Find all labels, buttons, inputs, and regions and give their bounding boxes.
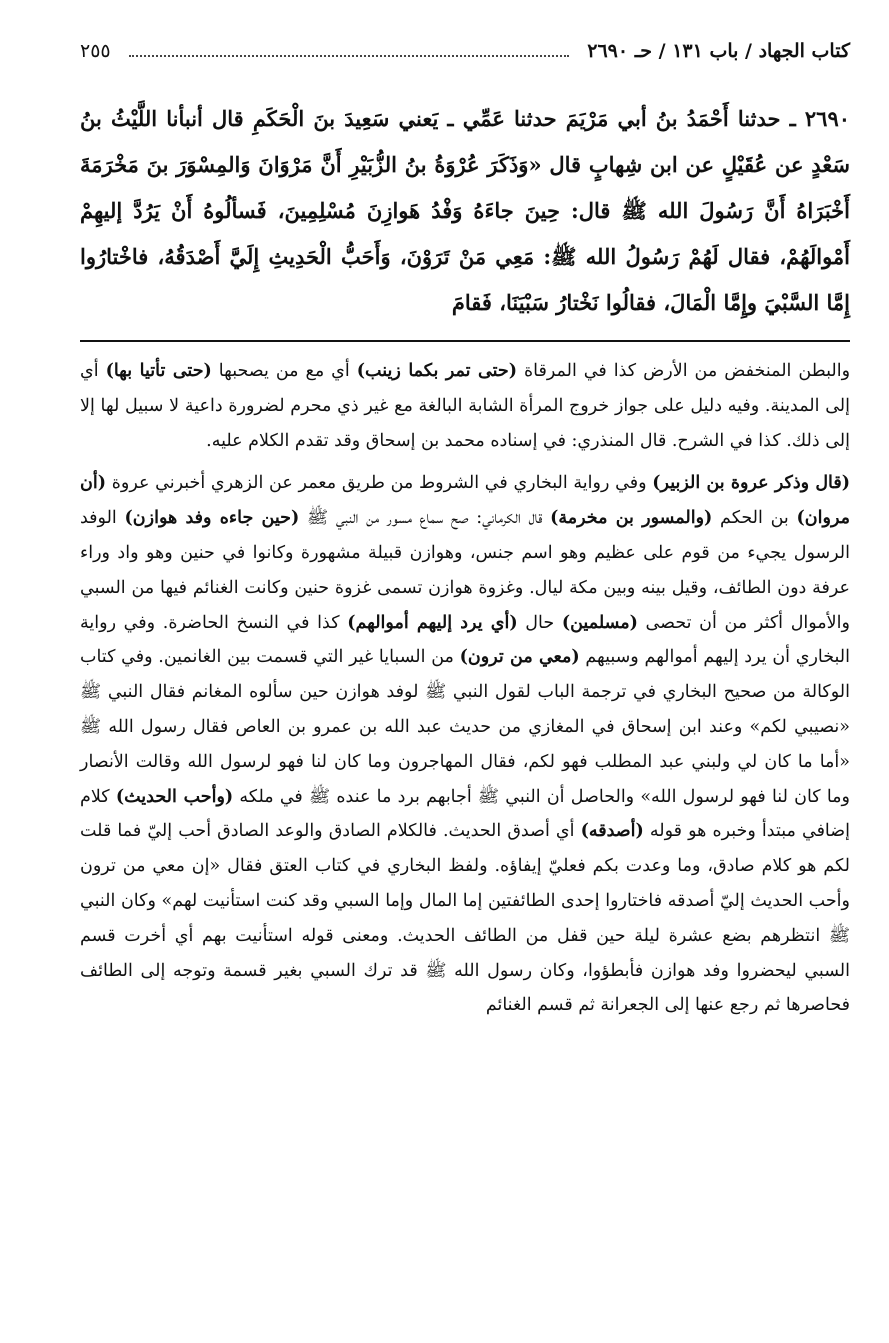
commentary-text: أي أصدق الحديث. فالكلام الصادق والوعد الصادق أحب إليّ فما قلت لكم هو كلام صادق، وما وعدت بكم فعليّ إيفاؤه. ولفظ البخاري في كتاب العتق فقال «إن معي من ترون وأحب الحديث إليّ أصدقه فاختاروا إحدى الطائفتين إما المال وإما السبي وقد كنت استأنيت لهم» وكان النبي ﷺ انتظرهم بضع عشرة ليلة حين قفل من الطائف الحديث. ومعنى قوله استأنيت بهم أي أخرت قسم السبي ليحضروا وفد هوازن فأبطؤوا، وكان رسول الله ﷺ قد ترك السبي بغير قسمة وتوجه إلى الطائف فحاصرها ثم رجع عنها إلى الجعرانة ثم قسم الغنائم (80, 821, 850, 1016)
commentary-paragraph-2 (80, 466, 850, 1023)
commentary-lemma: (أي يرد إليهم أموالهم) (347, 612, 518, 633)
commentary-block (80, 354, 850, 1023)
hadith-number: ٢٦٩٠ ـ (789, 106, 851, 131)
commentary-lemma: (مسلمين) (561, 612, 638, 633)
commentary-paragraph-1 (80, 354, 850, 458)
header-title: كتاب الجهاد / باب ١٣١ / حـ ٢٦٩٠ (587, 40, 850, 62)
commentary-text: كلام إضافي مبتدأ وخبره هو قوله (80, 786, 850, 842)
commentary-text: حال (517, 612, 562, 633)
commentary-lemma: (أن مروان) (80, 473, 850, 529)
commentary-text: بن الحكم (712, 508, 797, 529)
commentary-text: الوفد الرسول يجيء من قوم على عظيم وهو اسم جنس، وهوازن قبيلة مشهورة وكانوا في حنين وهو واد وراء عرفة دون الطائف، وقيل بينه وبين مكة ليال. وغزوة هوازن تسمى غزوة حنين وكانت الغنائم فيها من السبي والأموال أكثر من أن تحصى (80, 508, 850, 633)
hadith-text-block (80, 96, 850, 326)
commentary-lemma: (والمسور بن مخرمة) (550, 508, 713, 529)
commentary-text: أي مع من يصحبها (211, 361, 357, 381)
document-page (80, 40, 850, 1031)
commentary-lemma: (معي من ترون) (459, 647, 580, 668)
commentary-lemma: (أصدقه) (580, 821, 644, 842)
section-divider (80, 340, 850, 342)
commentary-text: والبطن المنخفض من الأرض كذا في المرقاة (516, 361, 851, 381)
commentary-text: أي إلى المدينة. وفيه دليل على جواز خروج المرأة الشابة البالغة مع غير ذي محرم لضرورة داعية لا سبيل لها إلا إلى ذلك. كذا في الشرح. قال المنذري: في إسناده محمد بن إسحاق وقد تقدم الكلام عليه. (80, 361, 850, 451)
page-number: ٢٥٥ (80, 40, 111, 62)
commentary-lemma: (قال وذكر عروة بن الزبير) (652, 473, 851, 494)
hadith-body: حدثنا أَحْمَدُ بنُ أبي مَرْيَمَ حدثنا عَمِّي ـ يَعني سَعِيدَ بنَ الْحَكَمِ قال أنبأنا اللَّيْثُ بنُ سَعْدٍ عن عُقَيْلٍ عن ابن شِهابٍ قال «وَذَكَرَ عُرْوَةُ بنُ الزُّبَيْرِ أَنَّ مَرْوَانَ وَالمِسْوَرَ بنَ مَخْرَمَةَ أَخْبَرَاهُ أَنَّ رَسُولَ الله ﷺ قال: حِينَ جاءَهُ وَفْدُ هَوازِنَ مُسْلِمِينَ، فَسألُوهُ أَنْ يَرُدَّ إليهِمْ أَمْوالَهُمْ، فقال لَهُمْ رَسُولُ الله ﷺ: مَعِي مَنْ تَرَوْنَ، وَأَحَبُّ الْحَدِيثِ إِلَيَّ أَصْدَقُهُ، فاخْتارُوا إِمَّا السَّبْيَ وإِمَّا الْمَالَ، فقالُوا نَخْتارُ سَبْيَنَا، فَقامَ (80, 106, 850, 315)
running-header (80, 40, 850, 80)
commentary-text: قال الكرماني: صح سماع مسور من النبي ﷺ (299, 508, 551, 529)
commentary-lemma: (حين جاءه وفد هوازن) (124, 508, 300, 529)
commentary-text: وفي رواية البخاري في الشروط من طريق معمر عن الزهري أخبرني عروة (106, 473, 653, 494)
commentary-lemma: (حتى تمر بكما زينب) (356, 361, 517, 381)
commentary-text: كذا في النسخ الحاضرة. وفي رواية البخاري أن يرد إليهم أموالهم وسبيهم (80, 612, 851, 668)
commentary-text: من السبايا غير التي قسمت بين الغانمين. وفي كتاب الوكالة من صحيح البخاري في ترجمة الباب لقول النبي ﷺ لوفد هوازن حين سألوه المغانم فقال النبي ﷺ «نصيبي لكم» وعند ابن إسحاق في المغازي من حديث عبد الله بن عمرو بن العاص فقال رسول الله ﷺ «أما ما كان لي ولبني عبد المطلب فهو لكم، فقال المهاجرون وما كان لنا فهو لرسول الله وقالت الأنصار وما كان لنا فهو لرسول الله» والحاصل أن النبي ﷺ أجابهم برد ما عنده ﷺ في ملكه (80, 647, 850, 807)
commentary-lemma: (وأحب الحديث) (115, 786, 234, 807)
commentary-lemma: (حتى تأتيا بها) (105, 361, 212, 381)
header-dotted-leader (129, 54, 570, 57)
